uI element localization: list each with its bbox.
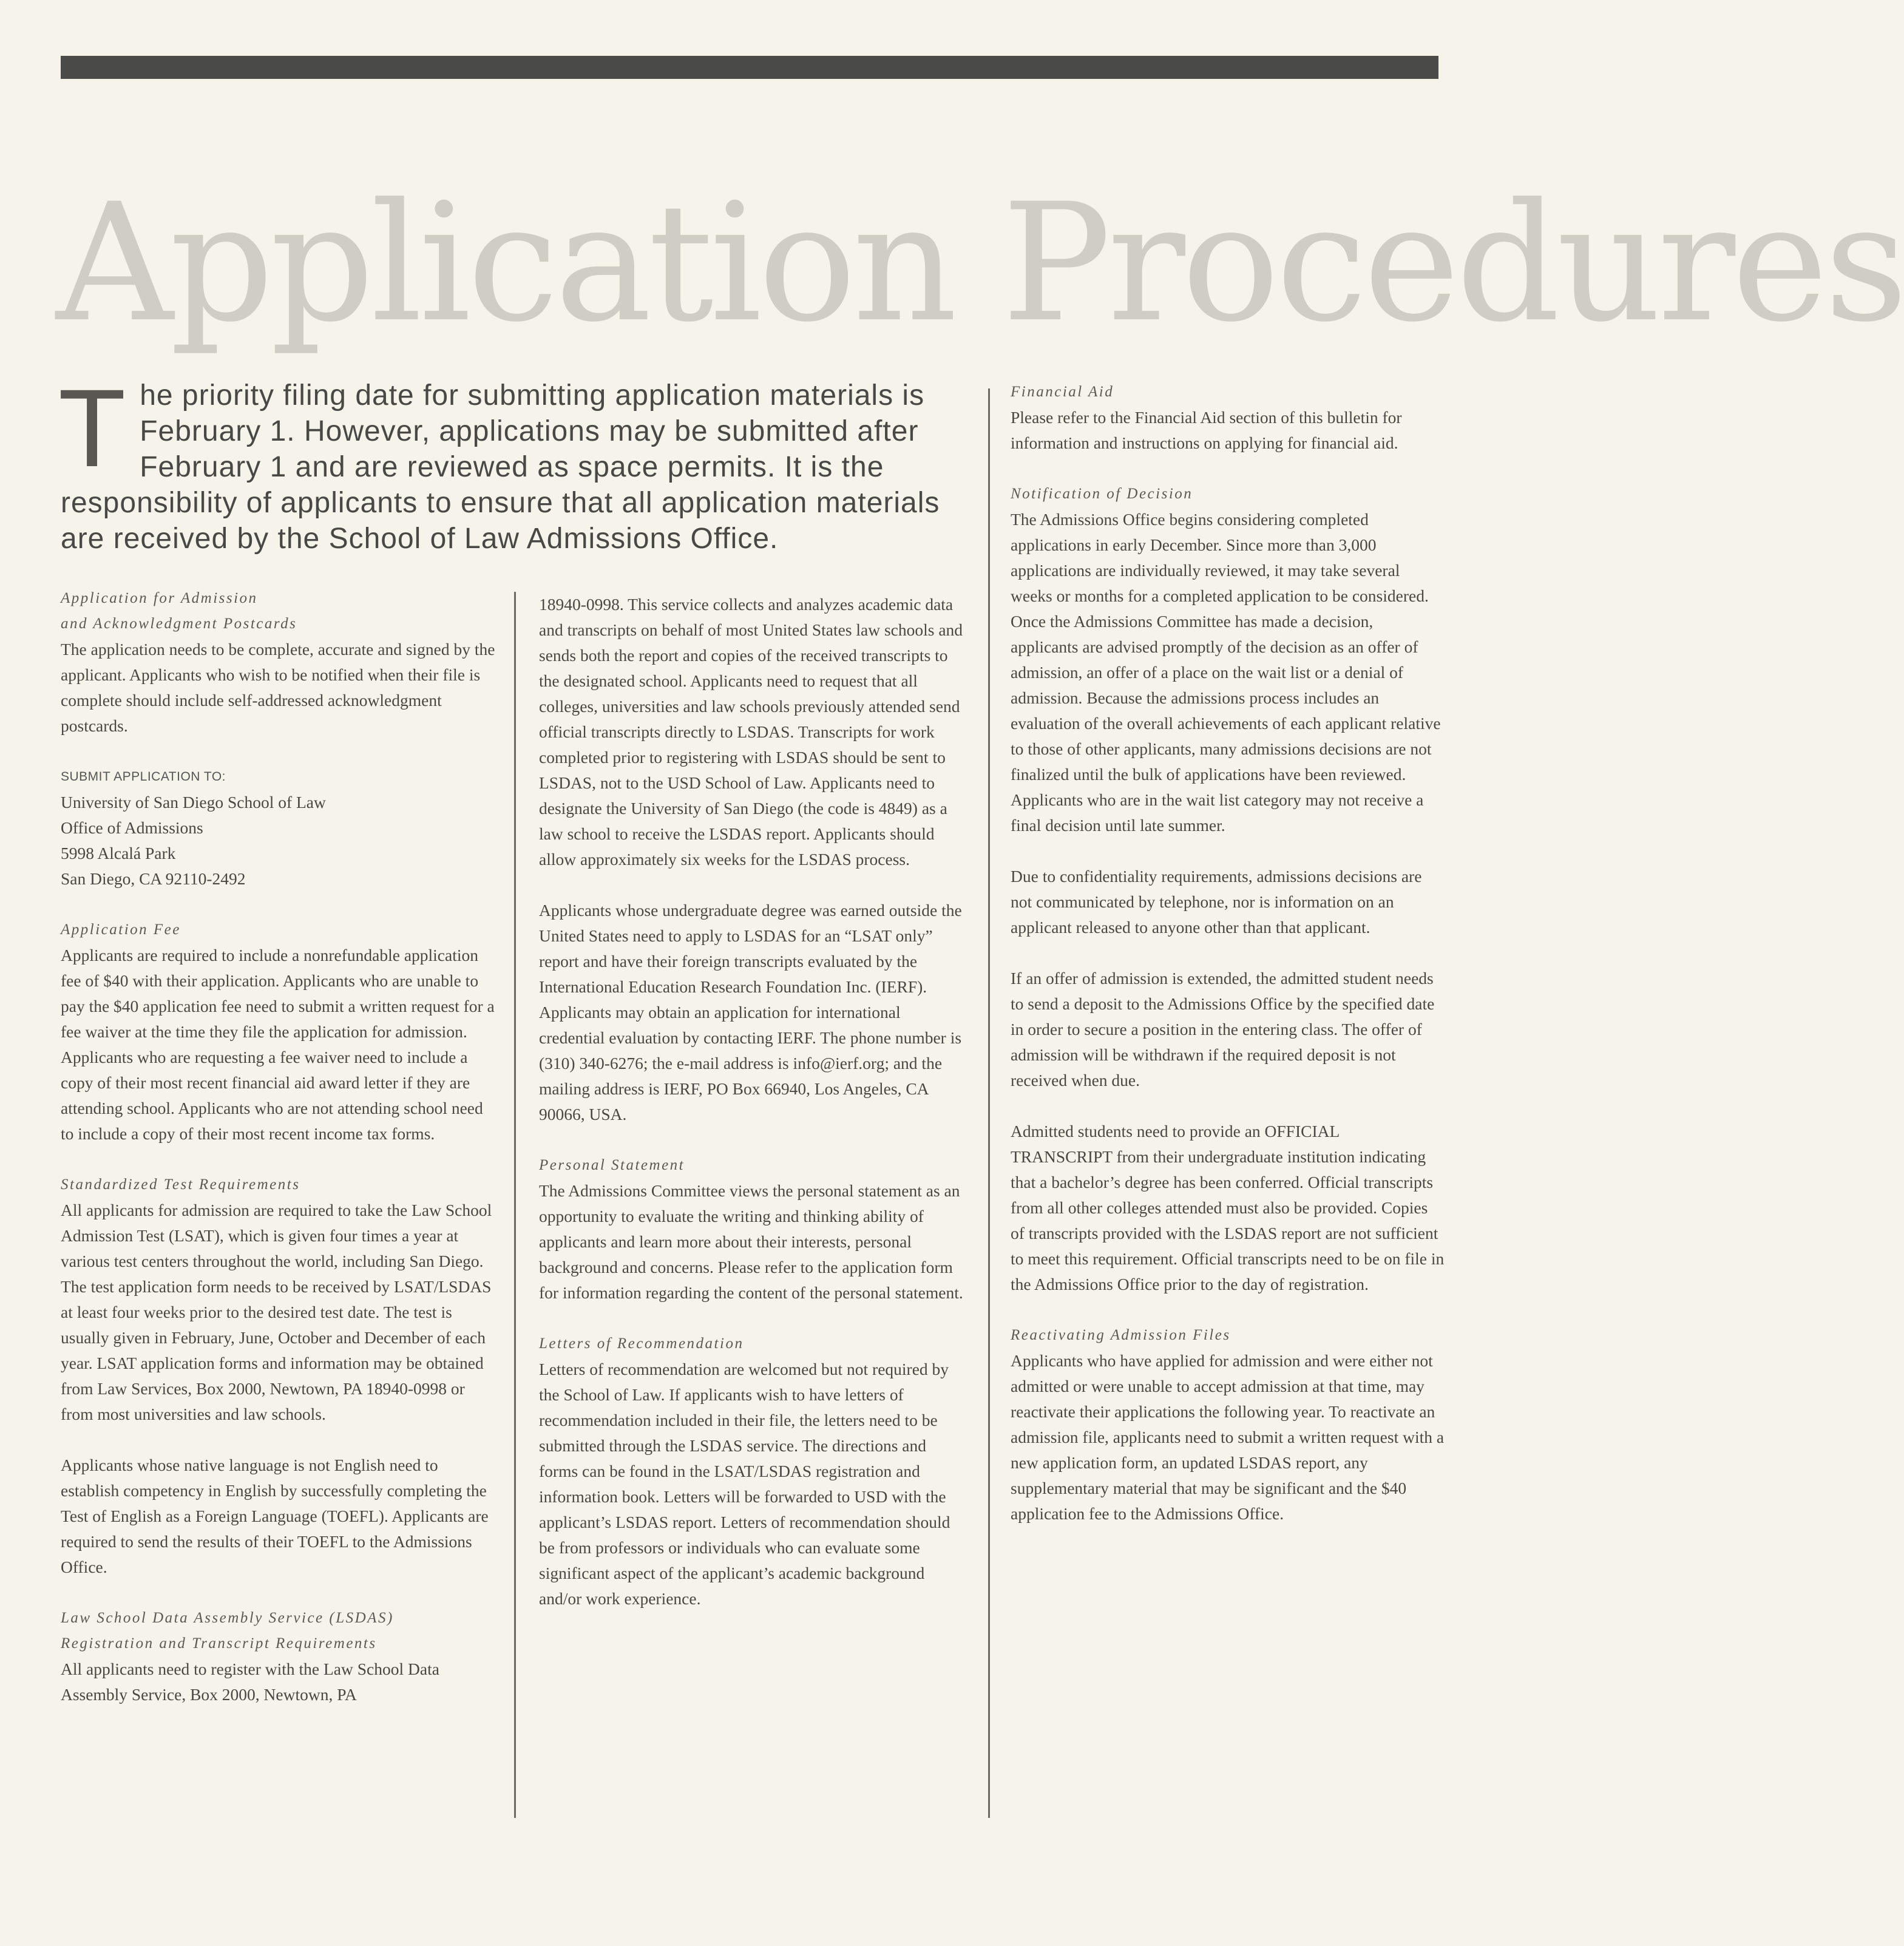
deposit-body: If an offer of admission is extended, the admitted student needs to send a deposit to the Admissions Office by the specified date in order to secure a position in the entering class. The offer of admission will be withdrawn if the required deposit is not received when due. [1011,969,1435,1090]
heading-standardized-tests: Standardized Test Requirements [61,1176,300,1193]
column-3 [1011,379,1445,1527]
fee-body: Applicants are required to include a nonrefundable application fee of $40 with their application. Applicants who are unable to pay the $40 application fee need to submit a written request for a fee waiver at the time they file the application for admission. Applicants who are requesting a fee waiver need to include a copy of their most recent financial aid award letter if they are attending school. Applicants who are not attending school need to include a copy of their most recent income tax forms. [61,946,495,1143]
letters-body: Letters of recommendation are welcomed but not required by the School of Law. If applicants wish to have letters of recommendation included in their file, the letters need to be submitted through the LSDAS service. The directions and forms can be found in the LSAT/LSDAS registration and information book. Letters will be forwarded to USD with the applicant’s LSDAS report. Letters of recommendation should be from professors or individuals who can evaluate some significant aspect of the applicant’s academic background and/or work experience. [539,1360,950,1608]
decision-body: The Admissions Office begins considering completed applications in early December. Since more than 3,000 applications are individually reviewed, it may take several weeks or months for a completed application to be considered. Once the Admissions Committee has made a decision, applicants are advised promptly of the decision as an offer of admission, an offer of a place on the wait list or a denial of admission. Because the admissions process includes an evaluation of the overall achievements of each applicant relative to those of other applicants, many admissions decisions are not finalized until the bulk of applications have been reviewed. Applicants who are in the wait list category may not receive a final decision until late summer. [1011,510,1441,835]
heading-lsdas: Law School Data Assembly Service (LSDAS) [61,1610,394,1626]
heading-letters-of-recommendation: Letters of Recommendation [539,1335,744,1352]
drop-cap: T [58,366,127,490]
column-rule [988,388,990,1818]
column-2 [539,592,967,1612]
toefl-body: Applicants whose native language is not English need to establish competency in English by successfully completing the Test of English as a Foreign Language (TOEFL). Applicants are required to send the results of their TOEFL to the Admissions Office. [61,1456,489,1576]
heading-application-for-admission: Application for Admission [61,590,258,606]
personal-body: The Admissions Committee views the personal statement as an opportunity to evaluate the writing and thinking ability of applicants and learn more about their interests, personal background and concerns. Please refer to the application form for information regarding the content of the personal statement. [539,1181,963,1302]
address-line: Office of Admissions [61,818,203,837]
international-body: Applicants whose undergraduate degree was earned outside the United States need to apply to LSDAS for an “LSAT only” report and have their foreign transcripts evaluated by the International Education Research Foundation Inc. (IERF). Applicants may obtain an application for international credential evaluation by contacting IERF. The phone number is (310) 340-6276; the e-mail address is info@ierf.org; and the mailing address is IERF, PO Box 66940, Los Angeles, CA 90066, USA. [539,901,962,1124]
column-1 [61,586,498,1707]
reactivate-body: Applicants who have applied for admission and were either not admitted or were unable to accept admission at that time, may reactivate their applications the following year. To reactivate an admission file, applicants need to submit a written request with a new application form, an updated LSDAS report, any supplementary material that may be significant and the $40 application fee to the Admissions Office. [1011,1351,1445,1523]
heading-acknowledgment-postcards: and Acknowledgment Postcards [61,615,297,632]
address-line: 5998 Alcalá Park [61,844,176,863]
heading-reactivating-files: Reactivating Admission Files [1011,1327,1231,1343]
heading-notification-of-decision: Notification of Decision [1011,486,1193,502]
transcript-body: Admitted students need to provide an OFFICIAL TRANSCRIPT from their undergraduate institution indicating that a bachelor’s degree has been conferred. Official transcripts from all other colleges attended must also be provided. Copies of transcripts provided with the LSDAS report are not sufficient to meet this requirement. Official transcripts need to be on file in the Admissions Office prior to the day of registration. [1011,1122,1445,1293]
top-bar [61,56,1438,79]
admission-body: The application needs to be complete, accurate and signed by the applicant. Applicants who wish to be notified when their file is complete should include self-addressed acknowledgment postcards. [61,640,495,735]
address-line: University of San Diego School of Law [61,793,326,812]
intro-text: he priority filing date for submitting application materials is February 1. However, applications may be submitted after February 1 and are reviewed as space permits. It is the responsibility of applicants to ensure that all application materials are received by the School of Law Admissions Office. [61,379,940,555]
lsdas-continued: 18940-0998. This service collects and analyzes academic data and transcripts on behalf of most United States law schools and sends both the report and copies of the received transcripts to the designated school. Applicants need to request that all colleges, universities and law schools previously attended send official transcripts directly to LSDAS. Transcripts for work completed prior to registering with LSDAS should be sent to LSDAS, not to the USD School of Law. Applicants need to designate the University of San Diego (the code is 4849) as a law school to receive the LSDAS report. Applicants should allow approximately six weeks for the LSDAS process. [539,595,963,869]
lsdas-body: All applicants need to register with the Law School Data Assembly Service, Box 2000, Newtown, PA [61,1660,439,1704]
test-body: All applicants for admission are required to take the Law School Admission Test (LSAT), which is given four times a year at various test centers throughout the world, including San Diego. The test application form needs to be received by LSAT/LSDAS at least four weeks prior to the desired test date. The test is usually given in February, June, October and December of each year. LSAT application forms and information may be obtained from Law Services, Box 2000, Newtown, PA 18940-0998 or from most universities and law schools. [61,1201,492,1423]
address-line: San Diego, CA 92110-2492 [61,869,246,888]
heading-lsdas-registration: Registration and Transcript Requirements [61,1635,377,1652]
intro-paragraph [58,366,959,557]
aid-body: Please refer to the Financial Aid section of this bulletin for information and instructions on applying for financial aid. [1011,408,1402,452]
confidentiality-body: Due to confidentiality requirements, admissions decisions are not communicated by telephone, nor is information on an applicant released to anyone other than that applicant. [1011,867,1422,937]
heading-financial-aid: Financial Aid [1011,384,1114,400]
heading-application-fee: Application Fee [61,921,181,938]
column-rule [514,592,516,1818]
submit-label: SUBMIT APPLICATION TO: [61,770,226,784]
heading-personal-statement: Personal Statement [539,1157,685,1173]
page-title: Application Procedures [56,169,1904,358]
